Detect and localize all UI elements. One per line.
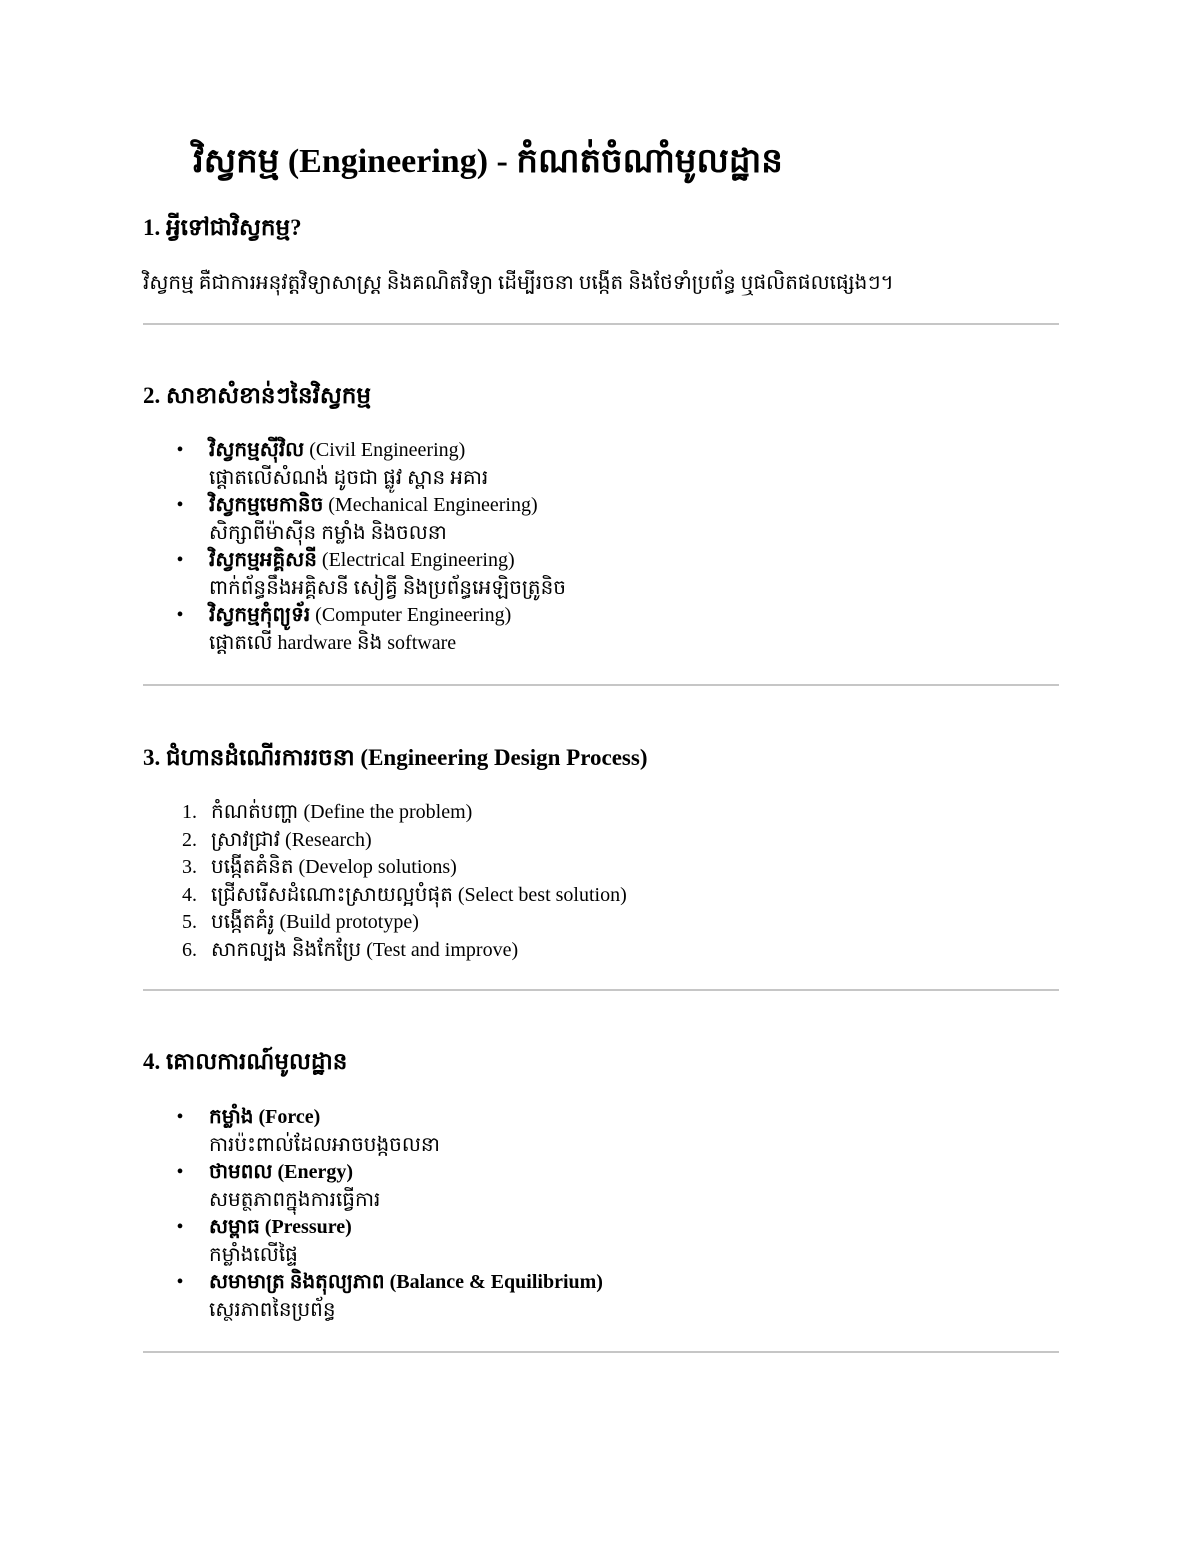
bullet: • <box>176 549 184 571</box>
list-item <box>173 602 566 657</box>
section-2-heading: 2. សាខាសំខាន់ៗនៃវិស្វកម្ម <box>143 383 371 408</box>
step-number: 1. <box>182 801 197 823</box>
step-number: 5. <box>182 911 197 933</box>
bullet: • <box>176 1161 184 1183</box>
item-description: ផ្តោតលើ hardware និង software <box>209 631 457 654</box>
list-item <box>173 1269 603 1324</box>
branches-list <box>173 437 566 657</box>
list-item <box>173 437 566 492</box>
divider <box>143 684 1059 686</box>
item-term: កម្លាំង <box>209 1106 254 1128</box>
item-term: សម្ពាធ <box>209 1216 260 1238</box>
list-item <box>173 909 627 937</box>
item-term: វិស្វកម្មមេកានិច <box>209 494 324 516</box>
list-item <box>173 492 566 547</box>
item-term: វិស្វកម្មអគ្គិសនី <box>209 549 317 571</box>
list-item <box>173 827 627 855</box>
list-item <box>173 1104 603 1159</box>
item-english: (Civil Engineering) <box>304 439 466 461</box>
step-number: 2. <box>182 828 197 851</box>
list-item <box>173 547 566 602</box>
item-description: កម្លាំងលើផ្ទៃ <box>209 1243 298 1266</box>
list-item <box>173 854 627 882</box>
item-description: ស្ថេរភាពនៃប្រព័ន្ធ <box>209 1298 336 1321</box>
divider <box>143 323 1059 325</box>
design-process-steps <box>173 799 627 964</box>
bullet: • <box>176 1271 184 1293</box>
bullet: • <box>176 1216 184 1238</box>
item-description: ពាក់ព័ន្ធនឹងអគ្គិសនី សៀគ្វី និងប្រព័ន្ធអេឡិចត្រូនិច <box>209 576 566 599</box>
divider <box>143 1351 1059 1353</box>
item-english: (Force) <box>253 1106 321 1128</box>
list-item <box>173 937 627 965</box>
section-4-heading: 4. គោលការណ៍មូលដ្ឋាន <box>143 1049 348 1074</box>
item-term: វិស្វកម្មកុំព្យូទ័រ <box>209 604 311 626</box>
section-1-heading: 1. អ្វីទៅជាវិស្វកម្ម? <box>143 215 302 240</box>
step-number: 3. <box>182 856 197 878</box>
document-title: វិស្វកម្ម (Engineering) - កំណត់ចំណាំមូលដ្ឋាន <box>193 143 783 180</box>
item-term: សមាមាត្រ និងតុល្យភាព <box>209 1271 385 1293</box>
item-description: សមត្ថភាពក្នុងការធ្វើការ <box>209 1188 381 1211</box>
divider <box>143 989 1059 991</box>
item-english: (Computer Engineering) <box>310 604 512 626</box>
item-term: ថាមពល <box>209 1161 273 1183</box>
item-description: សិក្សាពីម៉ាស៊ីន កម្លាំង និងចលនា <box>209 521 447 544</box>
list-item <box>173 799 627 827</box>
step-text: កំណត់បញ្ហា (Define the problem) <box>211 801 473 823</box>
step-text: បង្កើតគំរូ (Build prototype) <box>211 911 419 933</box>
list-item <box>173 882 627 910</box>
bullet: • <box>176 494 184 516</box>
item-term: វិស្វកម្មស៊ីវិល <box>209 439 305 461</box>
item-english: (Pressure) <box>259 1216 352 1238</box>
step-text: សាកល្បង និងកែប្រែ (Test and improve) <box>211 938 519 961</box>
principles-list <box>173 1104 603 1324</box>
step-number: 4. <box>182 883 197 906</box>
step-text: ស្រាវជ្រាវ (Research) <box>211 828 372 851</box>
item-english: (Energy) <box>272 1161 354 1183</box>
section-1-paragraph: វិស្វកម្ម គឺជាការអនុវត្តវិទ្យាសាស្ត្រ និងគណិតវិទ្យា ដើម្បីរចនា បង្កើត និងថែទាំប្រព័ន្ធ ឬផលិតផលផ្សេងៗ។ <box>143 272 894 294</box>
step-number: 6. <box>182 938 197 961</box>
item-english: (Balance & Equilibrium) <box>384 1271 603 1293</box>
item-english: (Electrical Engineering) <box>316 549 515 571</box>
section-3-heading: 3. ជំហានដំណើរការរចនា (Engineering Design Process) <box>143 745 648 770</box>
item-english: (Mechanical Engineering) <box>323 494 538 516</box>
item-description: ការប៉ះពាល់ដែលអាចបង្កចលនា <box>209 1133 440 1156</box>
bullet: • <box>176 604 184 626</box>
step-text: ជ្រើសរើសដំណោះស្រាយល្អបំផុត (Select best solution) <box>211 883 627 906</box>
step-text: បង្កើតគំនិត (Develop solutions) <box>211 856 457 878</box>
bullet: • <box>176 439 184 461</box>
bullet: • <box>176 1106 184 1128</box>
item-description: ផ្តោតលើសំណង់ ដូចជា ផ្លូវ ស្ពាន អគារ <box>209 466 489 489</box>
list-item <box>173 1159 603 1214</box>
list-item <box>173 1214 603 1269</box>
